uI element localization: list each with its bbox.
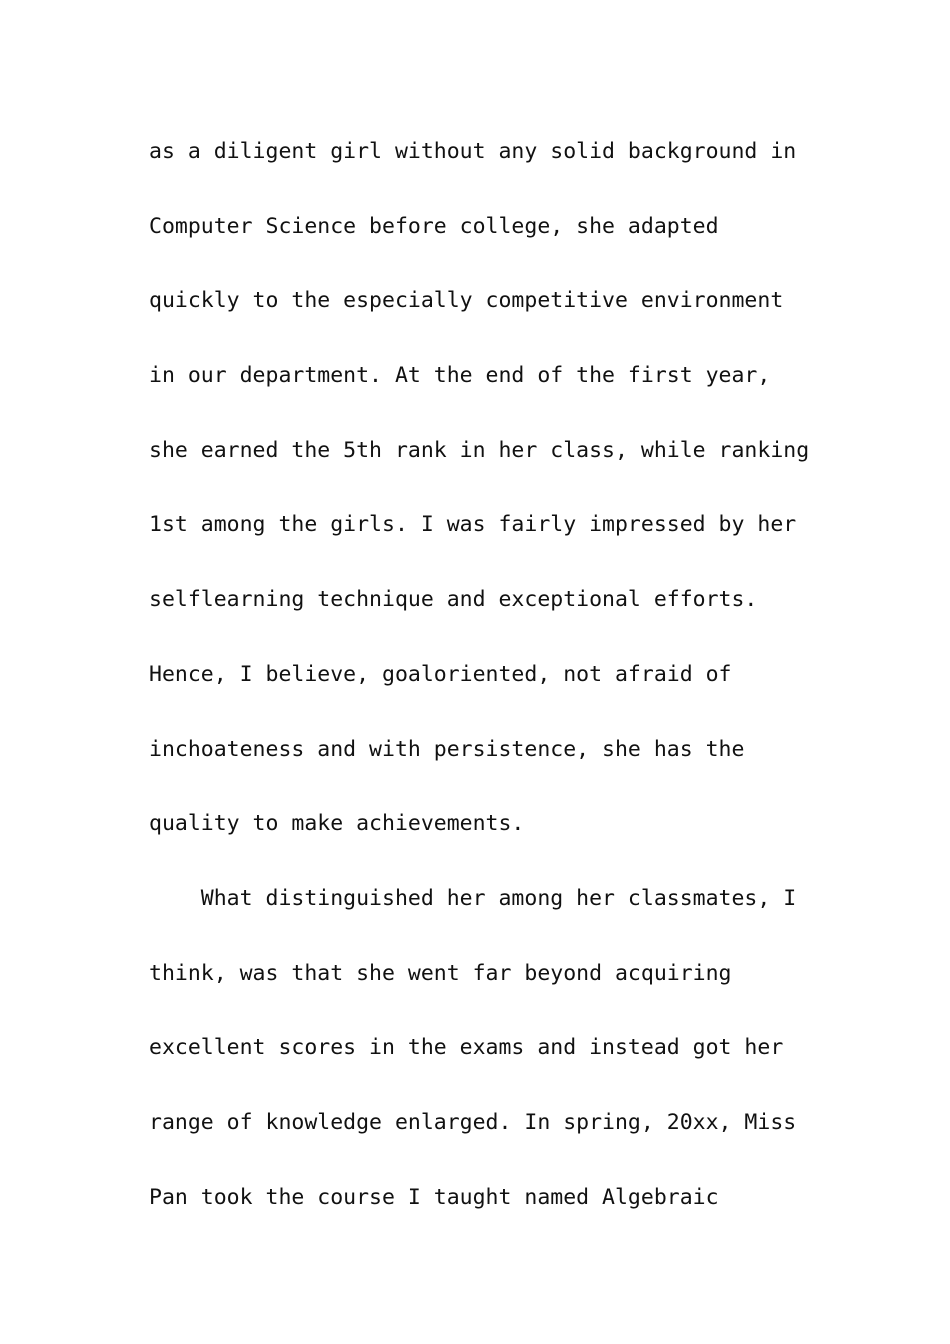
text-line: Pan took the course I taught named Algebraic bbox=[149, 1184, 719, 1210]
text-line: inchoateness and with persistence, she has the bbox=[149, 736, 745, 762]
text-line: she earned the 5th rank in her class, while ranking bbox=[149, 437, 810, 463]
text-line: 1st among the girls. I was fairly impressed by her bbox=[149, 512, 797, 538]
text-line: quality to make achievements. bbox=[149, 811, 525, 837]
text-line: as a diligent girl without any solid background in bbox=[149, 139, 797, 164]
text-line: quickly to the especially competitive environment bbox=[149, 288, 784, 314]
paragraph-start-line: What distinguished her among her classmates, I bbox=[149, 885, 797, 911]
text-line: Computer Science before college, she adapted bbox=[149, 213, 719, 239]
text-line: in our department. At the end of the first year, bbox=[149, 363, 771, 389]
text-line: excellent scores in the exams and instead got her bbox=[149, 1035, 784, 1061]
text-line: Hence, I believe, goaloriented, not afraid of bbox=[149, 661, 732, 687]
letter-body bbox=[149, 130, 819, 1250]
text-line: selflearning technique and exceptional efforts. bbox=[149, 587, 758, 613]
text-line: think, was that she went far beyond acquiring bbox=[149, 960, 732, 986]
text-line: range of knowledge enlarged. In spring, 20xx, Miss bbox=[149, 1109, 797, 1135]
